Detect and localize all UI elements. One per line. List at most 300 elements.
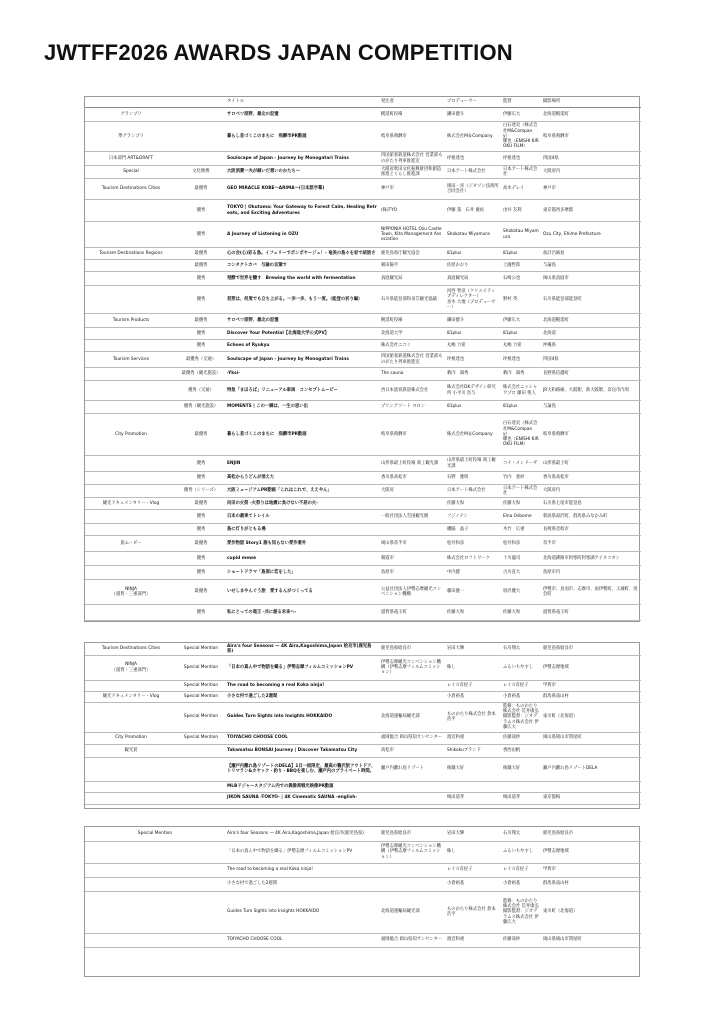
producer-cell: 山形県最上町役場 商工観光課 (445, 456, 501, 472)
location-cell (541, 781, 641, 792)
location-cell: 加計呂麻島 (541, 248, 641, 260)
title-cell: Takamatsu BONSAI Journey | Discover Takamatsu City (225, 744, 379, 757)
table-row (85, 757, 641, 781)
location-cell: 岡山県岡山市問屋町 (541, 933, 641, 947)
category-cell: NINJA （滋賀・三重部門） (85, 655, 177, 680)
title-cell: The road to becoming a real Koka ninja! (225, 863, 379, 877)
title-cell: 心の会(心)彩る島。イフェリーでポンポヤージュ！- 奄美の島々を彩で結旅さ (225, 248, 379, 260)
client-cell: 福岡総合 岡山県知サンセンター (379, 732, 445, 744)
category-cell (85, 401, 177, 414)
category-cell (85, 485, 177, 498)
table-row (85, 401, 641, 414)
table-row (85, 222, 641, 248)
producer-cell: 坪根達也 (445, 352, 501, 368)
category-cell (85, 781, 177, 792)
subcategory-cell: 優秀 (177, 472, 225, 485)
subcategory-cell: 最優秀 (177, 580, 225, 605)
title-cell: 小さな村で過ごした2週間 (225, 877, 379, 891)
table-row (85, 566, 641, 580)
director-cell: 野村 英 (501, 286, 541, 314)
producer-cell: 坪根達也 (445, 152, 501, 166)
location-cell: 岐阜県飛騨市 (541, 122, 641, 152)
director-cell: 81plus (501, 401, 541, 414)
director-cell: 由井 友利 (501, 200, 541, 222)
subcategory-cell: Special Mention (177, 680, 225, 691)
category-cell (85, 524, 177, 536)
subcategory-cell: 最優秀（交通） (177, 352, 225, 368)
subcategory-cell: 最優秀 (177, 260, 225, 272)
table-row (85, 108, 641, 122)
table-row (85, 891, 641, 933)
subcategory-cell: 最優秀 (177, 498, 225, 510)
category-cell: Tourism Services (85, 352, 177, 368)
client-cell: 北海道大学 (379, 328, 445, 340)
subcategory-cell: Special Mention (177, 702, 225, 732)
director-cell: ふるいちやすし (501, 655, 541, 680)
director-cell: 薮内 満秀 (501, 368, 541, 381)
category-cell: City Promotion (85, 732, 177, 744)
table-row (85, 702, 641, 732)
client-cell: 岐阜県飛騨市 (379, 414, 445, 456)
category-cell (85, 340, 177, 352)
table-row (85, 485, 641, 498)
location-cell: 瀬戸内離れ島リゾートDELA (541, 757, 641, 781)
title-cell: Soulscape of Japan - Journey by Monogatari Trains (225, 152, 379, 166)
subcategory-cell: 優秀（観光施設） (177, 401, 225, 414)
location-cell: 石川県能登部能登町 (541, 286, 641, 314)
director-cell: 香西由帆 (501, 744, 541, 757)
location-cell: 岡山県岡山市問屋町 (541, 732, 641, 744)
column-header: 撮影場所 (541, 97, 641, 108)
location-cell: 岡山県真庭市 (541, 272, 641, 286)
location-cell: 東川町（北海道） (541, 891, 641, 933)
producer-cell: 鎌田健斗 (445, 314, 501, 328)
header-blank (177, 97, 225, 108)
subcategory-cell (177, 792, 225, 804)
subcategory-cell: 最優秀 (177, 179, 225, 200)
title-cell: Discover Your Potential【北海道大学公式PV】 (225, 328, 379, 340)
producer-cell: 松井和彦 (445, 536, 501, 552)
title-cell: Echoes of Ryukyu (225, 340, 379, 352)
subcategory-cell (177, 122, 225, 152)
title-cell: TOKYO | Okutama: Your Gateway to Forest Calm, Healing Retreats, and Exciting Adventures (225, 200, 379, 222)
column-header: 発注者 (379, 97, 445, 108)
producer-cell: 株式会社ロフトワーク (445, 552, 501, 566)
table-row (85, 472, 641, 485)
director-cell: 伊藤広大 (501, 314, 541, 328)
title-cell: サロベツ原野、最北の記憶 (225, 314, 379, 328)
title-cell: 大阪ミュージアムPR動画「これはこれで、ええやん」 (225, 485, 379, 498)
table-row (85, 691, 641, 702)
client-cell (379, 863, 445, 877)
producer-cell: 佐藤大和 (445, 605, 501, 621)
producer-cell: 岩田大輝 (445, 643, 501, 655)
title-cell: 日本の最果てトレイル (225, 510, 379, 524)
category-cell (85, 381, 177, 401)
subcategory-cell: 優秀 (177, 524, 225, 536)
director-cell: 81plus (501, 248, 541, 260)
table-row (85, 368, 641, 381)
producer-cell: 藤田健一 (445, 580, 501, 605)
director-cell: 坪根達也 (501, 352, 541, 368)
category-cell: 観光ドキュメンタリー・Vlog (85, 691, 177, 702)
title-cell: The road to becoming a real Koka ninja! (225, 680, 379, 691)
title-cell: ショートドラマ「島原に恋をした」 (225, 566, 379, 580)
producer-cell: 鎌田健斗 (445, 108, 501, 122)
producer-cell: 81plus (445, 248, 501, 260)
director-cell: 佐藤哉紗 (501, 933, 541, 947)
director-cell: コイ・メンドーザ (501, 456, 541, 472)
client-cell (379, 877, 445, 891)
category-cell (85, 933, 225, 947)
director-cell: 伊藤広大 (501, 108, 541, 122)
director-cell: 佐藤大和 (501, 605, 541, 621)
location-cell: 群馬県南山村 (541, 691, 641, 702)
producer-cell: 梅田道孝 (445, 792, 501, 804)
table-row (85, 414, 641, 456)
producer-cell (445, 781, 501, 792)
producer-cell: 81plus (445, 328, 501, 340)
director-cell: 白石達史（株式会社M&Company） 蝶也（ENISHI KIROKU FILM） (501, 122, 541, 152)
producer-cell: 日本アート株式会社 (445, 166, 501, 179)
producer-cell: 株し (445, 655, 501, 680)
table-row (85, 643, 641, 655)
category-cell: 準グランプリ (85, 122, 177, 152)
location-cell: 北海道釧路市阿寒町阿寒湖アイヌコタン (541, 552, 641, 566)
category-cell (85, 510, 177, 524)
category-cell: 観光賞 (85, 744, 177, 757)
table-row (85, 381, 641, 401)
location-cell: 北海道 (541, 328, 641, 340)
location-cell: 東川町（北海道） (541, 702, 641, 732)
category-cell (85, 286, 177, 314)
special-mention-summary-table (84, 826, 640, 977)
subcategory-cell: 文化映像 (177, 166, 225, 179)
client-cell (379, 781, 445, 792)
subcategory-cell: 最優秀 (177, 314, 225, 328)
client-cell: 大阪府吹田文化振興財団和創造推進とくらし推進課 (379, 166, 445, 179)
producer-cell: 中内健 (445, 566, 501, 580)
title-cell: TOIYACHO CHOOSE COOL (225, 732, 379, 744)
title-cell: コンタクトカバ 与論の言葉で (225, 260, 379, 272)
director-cell: 日本アート株式会社 (501, 166, 541, 179)
table-row (85, 510, 641, 524)
table-row (85, 792, 641, 804)
column-header: 監督 (501, 97, 541, 108)
producer-cell: ものかたり株式会社 倉本浩平 (445, 891, 501, 933)
table-row (85, 680, 641, 691)
director-cell: 木竹 広重 (501, 524, 541, 536)
client-cell: 真庭観光局 (379, 272, 445, 286)
category-cell (85, 891, 225, 933)
location-cell: JR大和路線、大阪駅、新大阪駅、奈良市内周 (541, 381, 641, 401)
title-cell: サロベツ原野、最北の記憶 (225, 108, 379, 122)
main-awards-table (84, 96, 640, 622)
producer-cell: レイス有紀子 (445, 863, 501, 877)
special-mention-table (84, 642, 640, 809)
location-cell: 香川県高松市 (541, 472, 641, 485)
producer-cell: 梅蔵大好 (445, 757, 501, 781)
client-cell: 幌延町役場 (379, 314, 445, 328)
director-cell: 81plus (501, 328, 541, 340)
location-cell: Ozu City, Ehime Prefecture (541, 222, 641, 248)
location-cell: 沖縄県 (541, 340, 641, 352)
producer-cell: 岩田大輝 (445, 827, 501, 841)
producer-cell: Shikokuブランド (445, 744, 501, 757)
category-cell (85, 472, 177, 485)
location-cell (541, 744, 641, 757)
category-cell (85, 566, 177, 580)
director-cell: 白石達史（株式会社M&Company） 蝶也（ENISHI KIROKU FILM） (501, 414, 541, 456)
subcategory-cell: 優秀 (177, 552, 225, 566)
table-row (85, 744, 641, 757)
table-row (85, 877, 641, 891)
client-cell: 岐阜県飛騨市 (379, 122, 445, 152)
table-row (85, 524, 641, 536)
location-cell: 北海道幌延町 (541, 108, 641, 122)
title-cell: 発酵で世界を醸す Brewing the world with fermentation (225, 272, 379, 286)
client-cell: NIPPONIA HOTEL Ozu Castle Town, Kita Management Association (379, 222, 445, 248)
title-cell: JIKON SAUNA -TOKYO- | 4K Cinematic SAUNA -english- (225, 792, 379, 804)
client-cell: 岡山県奈半市 (379, 536, 445, 552)
director-cell: Shokotau Miyamura (501, 222, 541, 248)
title-cell: Aira's four Seasons — 4K Aira,Kagoshima,Japan 姶良市(鹿児島県) (225, 827, 379, 841)
director-cell: 石川翔太 (501, 643, 541, 655)
director-cell: 石川翔太 (501, 827, 541, 841)
table-row (85, 328, 641, 340)
category-cell: City Promotion (85, 414, 177, 456)
category-cell: Tourism Destinations Regions (85, 248, 177, 260)
category-cell: Tourism Products (85, 314, 177, 328)
producer-cell: 日本アート株式会社 (445, 485, 501, 498)
title-cell: Aira's four Seasons — 4K Aira,Kagoshima,Japan 姶良市(鹿児島県) (225, 643, 379, 655)
table-row (85, 536, 641, 552)
category-cell (85, 328, 177, 340)
title-cell: 高松からうどんが消えた (225, 472, 379, 485)
location-cell: 大阪府内 (541, 485, 641, 498)
location-cell: 四国4県 (541, 352, 641, 368)
subcategory-cell: 優秀 (177, 605, 225, 621)
subcategory-cell: 優秀 (177, 328, 225, 340)
producer-cell: 株式会社M＆Company (445, 414, 501, 456)
table-row (85, 456, 641, 472)
client-cell (379, 691, 445, 702)
client-cell: 一般社団法人雪国観光圏 (379, 510, 445, 524)
header-blank (85, 97, 177, 108)
table-row (85, 498, 641, 510)
client-cell: 鹿児島県姶良市 (379, 827, 445, 841)
title-cell: 小さな村で過ごした2週間 (225, 691, 379, 702)
subcategory-cell: Special Mention (177, 655, 225, 680)
client-cell: 朝霞市 (379, 552, 445, 566)
subcategory-cell: 最優秀 (177, 536, 225, 552)
title-cell: 大阪消費一夫が継いだ想いのかたち～ (225, 166, 379, 179)
director-cell: 古川直大 (501, 566, 541, 580)
producer-cell: 渡辺和重 (445, 732, 501, 744)
category-cell: 旅ムービー (85, 536, 177, 552)
title-cell: 暮らし息づくこのまちに 飛騨市PR動画 (225, 414, 379, 456)
director-cell: 竹内 亜紗 (501, 472, 541, 485)
table-row (85, 863, 641, 877)
director-cell: 株式会社ニッシャワプロ 藤田 聖人 (501, 381, 541, 401)
director-cell: 佐藤哉紗 (501, 732, 541, 744)
director-cell: Elna Osborne (501, 510, 541, 524)
client-cell (379, 524, 445, 536)
table-row (85, 552, 641, 566)
column-header: タイトル (225, 97, 379, 108)
category-cell (85, 260, 177, 272)
client-cell: 鹿児島県庁観光協会 (379, 248, 445, 260)
title-cell: TOIYACHO CHOOSE COOL (225, 933, 379, 947)
subcategory-cell: Special Mention (177, 643, 225, 655)
location-cell: 四国4県 (541, 152, 641, 166)
producer-cell: Shokotau Miyamura (445, 222, 501, 248)
client-cell: 香川県高松市 (379, 472, 445, 485)
director-cell: 梅田道孝 (501, 792, 541, 804)
location-cell: 長崎県壱岐市 (541, 524, 641, 536)
category-cell (85, 680, 177, 691)
subcategory-cell: 優秀 (177, 566, 225, 580)
location-cell: 鹿児島県姶良市 (541, 643, 641, 655)
location-cell: 滋賀県竜王町 (541, 605, 641, 621)
category-cell: Tourism Destinations Cities (85, 179, 177, 200)
title-cell: 【瀬戸内離れ島リゾートのDELA】1日一組限定、最高の贅沢旅アウトドア、トリマラン&カヤック・釣り・BBQを楽しむ、瀬戸内のプライベート時間。 (225, 757, 379, 781)
table-row (85, 352, 641, 368)
director-cell: 十川龍司 (501, 552, 541, 566)
producer-cell: 佐藤大和 (445, 498, 501, 510)
location-cell: 伊勢志摩地域 (541, 841, 641, 863)
producer-cell: 伊藤 篤 石井 慶祐 (445, 200, 501, 222)
client-cell: 公益社団法人伊勢志摩観光コンベンション機構 (379, 580, 445, 605)
location-cell: 大阪府内 (541, 166, 641, 179)
location-cell: 伊勢市、鳥羽市、志摩市、南伊勢町、玉城町、度会町 (541, 580, 641, 605)
client-cell: 大阪府 (379, 485, 445, 498)
director-cell: 小倉裕基 (501, 691, 541, 702)
subcategory-cell: 優秀 (177, 286, 225, 314)
subcategory-cell: 最優秀 (177, 414, 225, 456)
client-cell: 西日本旅客鉄道株式会社 (379, 381, 445, 401)
producer-cell: 81plus (445, 401, 501, 414)
table-row (85, 272, 641, 286)
client-cell: 北海道運輸局観光部 (379, 891, 445, 933)
location-cell: 東京都梅 (541, 792, 641, 804)
table-row (85, 200, 641, 222)
client-cell: 四国旅客鉄道株式会社 営業部ものがたり列車推進室 (379, 352, 445, 368)
title-cell: Guides Turn Sights into Insights HOKKAIDO (225, 891, 379, 933)
header-row (85, 97, 641, 108)
subcategory-cell: 優秀 (177, 510, 225, 524)
title-cell: MOMENTS | この一瞬は、一生の思い出 (225, 401, 379, 414)
title-cell: Guides Turn Sights into Insights HOKKAIDO (225, 702, 379, 732)
location-cell: 東京都西多摩郡 (541, 200, 641, 222)
client-cell: 鹿児島県姶良市 (379, 643, 445, 655)
subcategory-cell (177, 152, 225, 166)
subcategory-cell: 優秀 (177, 340, 225, 352)
table-row (85, 166, 641, 179)
client-cell: 福岡総合 岡山県知サンセンター (379, 933, 445, 947)
location-cell: 神戸市 (541, 179, 641, 200)
category-cell (85, 757, 177, 781)
category-cell (85, 605, 177, 621)
title-cell: -Yksi- (225, 368, 379, 381)
producer-cell: 佐原かおり (445, 260, 501, 272)
director-cell: 高木デレイ (501, 179, 541, 200)
client-cell: 滋賀県竜王町 (379, 605, 445, 621)
producer-cell: ものかたり株式会社 倉本浩平 (445, 702, 501, 732)
producer-cell: 丸嶋 力希 (445, 340, 501, 352)
table-row (85, 732, 641, 744)
title-cell: 島に灯りがともる場 (225, 524, 379, 536)
subcategory-cell (177, 757, 225, 781)
title-cell: いせしまやんぐう旅 愛するんがつくってる (225, 580, 379, 605)
category-cell (85, 552, 177, 566)
client-cell: 伊勢志摩観光コンベンション機構（伊勢志摩フィルムコミッション） (379, 841, 445, 863)
subcategory-cell: Special Mention (177, 691, 225, 702)
title-cell: 暮らし息づくこのまちに 飛騨市PR動画 (225, 122, 379, 152)
producer-cell: 真庭観光局 (445, 272, 501, 286)
producer-cell: 渡辺和重 (445, 933, 501, 947)
director-cell: 石崎公也 (501, 272, 541, 286)
client-cell: 株式会社ニコン (379, 340, 445, 352)
table-row (85, 179, 641, 200)
producer-cell: レイス有紀子 (445, 680, 501, 691)
director-cell: 小倉裕基 (501, 877, 541, 891)
category-cell (85, 702, 177, 732)
title-cell: 「日本の真ん中で物語を織る」伊勢志摩フィルムコミッションPV (225, 655, 379, 680)
subcategory-cell: 最優秀（観光施設） (177, 368, 225, 381)
location-cell: 石川県七尾市能登島 (541, 498, 641, 510)
category-cell: Tourism Destinations Cities (85, 643, 177, 655)
director-cell: 原沢優大 (501, 580, 541, 605)
location-cell: 与論島 (541, 260, 641, 272)
producer-cell: 磯脇 晶子 (445, 524, 501, 536)
location-cell: 北海道幌延町 (541, 314, 641, 328)
title-cell: Soulscape of Japan - Journey by Monogatari Trains (225, 352, 379, 368)
location-cell: 甲賀市 (541, 680, 641, 691)
subcategory-cell: 優秀（交通） (177, 381, 225, 401)
producer-cell: 小倉裕基 (445, 691, 501, 702)
location-cell: 新潟県湯沢町、群馬県みなかみ町 (541, 510, 641, 524)
producer-cell: 株式会社DKデザイン研究所 小平川 浩与 (445, 381, 501, 401)
table-row (85, 580, 641, 605)
category-cell (85, 272, 177, 286)
client-cell: (株)TYO (379, 200, 445, 222)
director-cell: 上薗哲郎 (501, 260, 541, 272)
client-cell: 神戸市 (379, 179, 445, 200)
client-cell: 高松市 (379, 744, 445, 757)
client-cell: 伊勢志摩観光コンベンション機構（伊勢志摩フィルムコミッション） (379, 655, 445, 680)
category-cell (85, 368, 177, 381)
client-cell: 北海道運輸局観光部 (379, 702, 445, 732)
title-cell: 向田の火祭 -火祭りは地震に負けない不屈の火- (225, 498, 379, 510)
category-cell (85, 222, 177, 248)
category-cell: Special (85, 166, 177, 179)
director-cell: ふるいちやすし (501, 841, 541, 863)
title-cell: 君惹は、何度でも立ち上がる。一歩一歩、もう一度。（能登の祈り編） (225, 286, 379, 314)
table-row (85, 314, 641, 328)
title-cell: ENJIN (225, 456, 379, 472)
location-cell: 鹿児島県姶良市 (541, 827, 641, 841)
producer-cell: 株式会社M＆Company (445, 122, 501, 152)
category-cell: Special Mention (85, 827, 225, 841)
producer-cell: 石野 雅明 (445, 472, 501, 485)
table-row (85, 286, 641, 314)
column-header: プロデューサー (445, 97, 501, 108)
client-cell: 島原市 (379, 566, 445, 580)
table-row (85, 340, 641, 352)
subcategory-cell (177, 781, 225, 792)
subcategory-cell: 優秀 (177, 200, 225, 222)
